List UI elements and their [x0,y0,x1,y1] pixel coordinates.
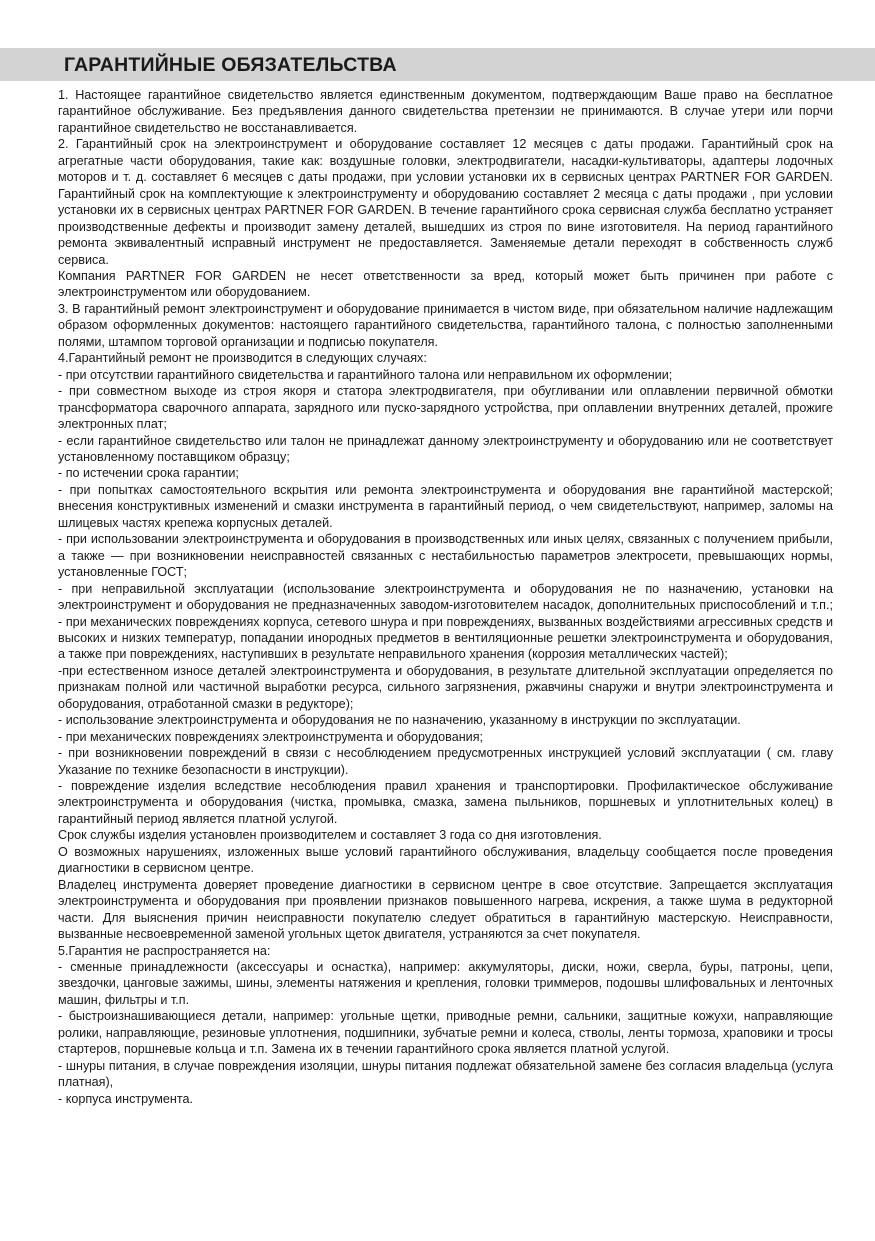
paragraph-service-life: Срок службы изделия установлен производителем и составляет 3 года со дня изготовления. [58,828,602,843]
paragraph-2: 2. Гарантийный срок на электроинструмент и оборудование составляет 12 месяцев с даты продажи. Гарантийный срок на агрегатные части оборудования, такие как: воздушные головки, электродвигатели, насадки-культиваторы, адаптеры лодочных моторов и т. д. составляет 6 месяцев с даты продажи, при условии установки их в сервисных центрах PARTNER FOR GARDEN. Гарантийный срок на комплектующие к электроинструменту и оборудованию составляет 2 месяца с даты продажи , при условии установки их в сервисных центрах PARTNER FOR GARDEN. В течение гарантийного срока сервисная служба бесплатно устраняет производственные дефекты и производит замену деталей, вышедших из строя по вине изготовителя. На период гарантийного ремонта эквивалентный исправный инструмент не предоставляется. Заменяемые детали переходят в собственность служб сервиса. [58,137,833,267]
list-item: - при совместном выходе из строя якоря и статора электродвигателя, при обугливании или оплавлении первичной обмотки трансформатора сварочного аппарата, зарядного или пуско-зарядного устройства, при оплавлении внутренних деталей, прожиге электронных плат; [58,384,833,432]
paragraph-diagnostics: Владелец инструмента доверяет проведение диагностики в сервисном центре в свое отсутствие. Запрещается эксплуатация электроинструмента и оборудования при проявлении признаков повышенного нагрева, искрения, а также шума в редукторной части. Для выяснения причин неисправности покупателю следует обратиться в гарантийную мастерскую. Неисправности, вызванные несвоевременной заменой угольных щеток двигателя, устраняются за счет покупателя. [58,877,833,942]
list-item: - быстроизнашивающиеся детали, например: угольные щетки, приводные ремни, сальники, защитные кожухи, направляющие ролики, направляющие, резиновые уплотнения, подшипники, зубчатые ремни и колеса, стволы, ленты тормоза, храповики и тросы стартеров, поршневые кольца и т.п. Замена их в течении гарантийного срока является платной услугой. [58,1009,833,1057]
list-item: - если гарантийное свидетельство или талон не принадлежат данному электроинструменту и оборудованию или не соответствует установленному поставщиком образцу; [58,433,833,464]
list-item: - при отсутствии гарантийного свидетельства и гарантийного талона или неправильном их оформлении; [58,367,673,382]
paragraph-exclusions: 5.Гарантия не распространяется на: [58,943,271,958]
page-title: ГАРАНТИЙНЫЕ ОБЯЗАТЕЛЬСТВА [64,54,397,76]
list-item: - по истечении срока гарантии; [58,466,239,481]
list-item: - при неправильной эксплуатации (использование электроинструмента и оборудования не по назначению, установки на электроинструмент и оборудования не предназначенных заводом-изготовителем насадок, дополнительных приспособлений и т.п.; - при механических повреждениях корпуса, сетевого шнура и при повреждениях, вызванных воздействиями агрессивных средств и высоких и низких температур, попадании инородных предметов в вентиляционные решетки электроинструмента и оборудования, а также при повреждениях, наступивших в результате неправильного хранения (коррозия металлических частей); [58,581,833,662]
list-item: - при использовании электроинструмента и оборудования в производственных или иных целях, связанных с получением прибыли, а также — при возникновении неисправностей связанных с нестабильностью параметров электросети, превышающих нормы, установленные ГОСТ; [58,532,833,580]
paragraph-4: 3. В гарантийный ремонт электроинструмент и оборудование принимается в чистом виде, при обязательном наличие надлежащим образом оформленных документов: настоящего гарантийного свидетельства, гарантийного талона, с полностью заполненными полями, штампом торговой организации и подписью покупателя. [58,301,833,349]
list-item: - шнуры питания, в случае повреждения изоляции, шнуры питания подлежат обязательной замене без согласия владельца (услуга платная), [58,1058,833,1090]
list-item: -при естественном износе деталей электроинструмента и оборудования, в результате длительной эксплуатации определяется по признакам полной или частичной выработки ресурса, сильного загрязнения, ржавчины снаружи и внутри электроинструмента и оборудования, отработанной смазки в редукторе); [58,663,833,711]
list-item: - при попытках самостоятельного вскрытия или ремонта электроинструмента и оборудования вне гарантийной мастерской; внесения конструктивных изменений и смазки инструмента в гарантийный период, о чем свидетельствуют, например, заломы на шлицевых частях крепежа корпусных деталей. [58,482,833,530]
list-item: - сменные принадлежности (аксессуары и оснастка), например: аккумуляторы, диски, ножи, сверла, буры, патроны, цепи, звездочки, цанговые зажимы, шины, элементы натяжения и крепления, головки триммеров, подошвы шлифовальных и ленточных машин, фильтры и т.п. [58,960,833,1007]
paragraph-3: Компания PARTNER FOR GARDEN не несет ответственности за вред, который может быть причинен при работе с электроинструментом или оборудованием. [58,268,833,300]
list-item: - использование электроинструмента и оборудования не по назначению, указанному в инструкции по эксплуатации. [58,713,741,728]
list-item: - повреждение изделия вследствие несоблюдения правил хранения и транспортировки. Профилактическое обслуживание электроинструмента и оборудования (чистка, промывка, смазка, замена пыльников, поршневых и уплотнительных колец) в гарантийный период является платной услугой. [58,779,833,826]
paragraph-1: 1. Настоящее гарантийное свидетельство является единственным документом, подтверждающим Ваше право на бесплатное гарантийное обслуживание. Без предъявления данного свидетельства претензии не принимаются. В случае утери или порчи гарантийное свидетельство не восстанавливается. [58,88,833,135]
list-item: - при возникновении повреждений в связи с несоблюдением предусмотренных инструкцией условий эксплуатации ( см. главу Указание по технике безопасности в инструкции). [58,746,833,777]
paragraph-5: 4.Гарантийный ремонт не производится в следующих случаях: [58,351,427,366]
list-item: - корпуса инструмента. [58,1091,193,1106]
list-item: - при механических повреждениях электроинструмента и оборудования; [58,729,484,744]
paragraph-violations: О возможных нарушениях, изложенных выше условий гарантийного обслуживания, владельцу сообщается после проведения диагностики в сервисном центре. [58,844,833,876]
warranty-text [58,87,833,1107]
